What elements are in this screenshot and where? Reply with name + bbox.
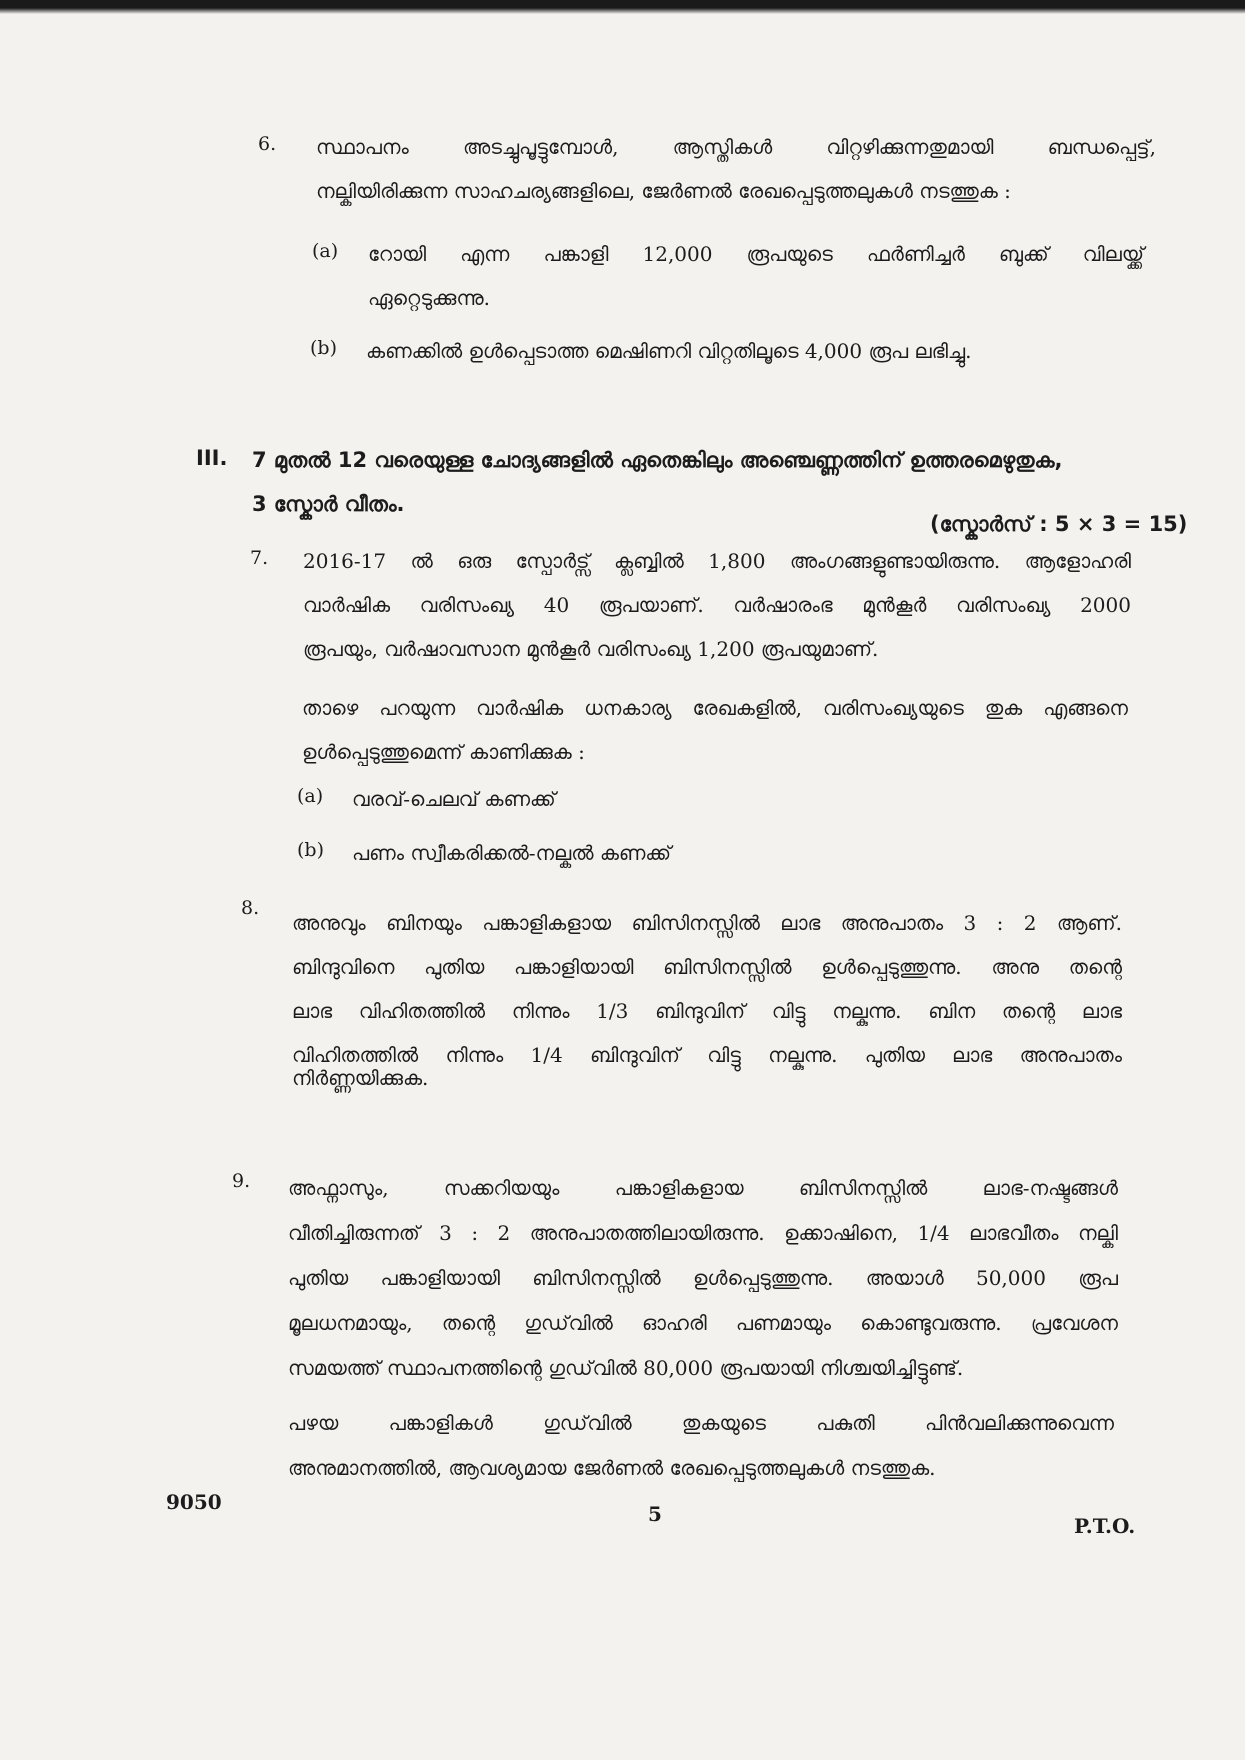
q7-text-line4: താഴെ പറയുന്ന വാർഷിക ധനകാര്യ രേഖകളിൽ, വരിസംഖ്യയുടെ തുക എങ്ങനെ xyxy=(302,696,1128,720)
q7-a-text: വരവ്-ചെലവ് കണക്ക് xyxy=(352,787,556,811)
q6-b-label: (b) xyxy=(310,337,337,359)
q9-text-line7: അനുമാനത്തിൽ, ആവശ്യമായ ജേർണൽ രേഖപ്പെടുത്തലുകൾ നടത്തുക. xyxy=(288,1456,936,1480)
q9-text-line1: അഫ്നാസും, സക്കറിയയും പങ്കാളികളായ ബിസിനസ്സിൽ ലാഭ-നഷ്ടങ്ങൾ xyxy=(288,1176,1118,1200)
q9-text-line2: വീതിച്ചിരുന്നത് 3 : 2 അനുപാതത്തിലായിരുന്നു. ഉക്കാഷിനെ, 1/4 ലാഭവീതം നല്കി xyxy=(288,1221,1118,1245)
q6-b-line1: കണക്കിൽ ഉൾപ്പെടാത്ത മെഷിണറി വിറ്റതിലൂടെ 4,000 രൂപ ലഭിച്ചു. xyxy=(366,339,972,363)
q9-text-line3: പുതിയ പങ്കാളിയായി ബിസിനസ്സിൽ ഉൾപ്പെടുത്തുന്നു. അയാൾ 50,000 രൂപ xyxy=(288,1266,1118,1290)
q6-a-label: (a) xyxy=(312,240,339,262)
q9-number: 9. xyxy=(232,1170,251,1192)
q7-text-line5: ഉൾപ്പെടുത്തുമെന്ന് കാണിക്കുക : xyxy=(302,740,585,764)
section-3-instruction-line2: 3 സ്കോർ വീതം. xyxy=(252,492,405,516)
q7-text-line1: 2016-17 ൽ ഒരു സ്പോർട്സ് ക്ലബ്ബിൽ 1,800 അംഗങ്ങളുണ്ടായിരുന്നു. ആളോഹരി xyxy=(303,549,1131,573)
q9-text-line4: മൂലധനമായും, തന്റെ ഗുഡ്‌വിൽ ഓഹരി പണമായും കൊണ്ടുവരുന്നു. പ്രവേശന xyxy=(288,1311,1118,1335)
q8-text-line1: അനുവും ബിനയും പങ്കാളികളായ ബിസിനസ്സിൽ ലാഭ അനുപാതം 3 : 2 ആണ്. xyxy=(292,911,1122,935)
q7-text-line3: രൂപയും, വർഷാവസാന മുൻകൂർ വരിസംഖ്യ 1,200 രൂപയുമാണ്. xyxy=(303,637,879,661)
q7-text-line2: വാർഷിക വരിസംഖ്യ 40 രൂപയാണ്. വർഷാരംഭ മുൻകൂർ വരിസംഖ്യ 2000 xyxy=(303,593,1131,617)
scan-top-edge xyxy=(0,0,1245,14)
section-3-scores: (സ്കോർസ് : 5 × 3 = 15) xyxy=(930,512,1188,536)
q6-a-line2: ഏറ്റെടുക്കുന്നു. xyxy=(368,286,490,310)
q6-text-line1: സ്ഥാപനം അടച്ചുപൂട്ടുമ്പോൾ, ആസ്തികൾ വിറ്റഴിക്കുന്നതുമായി ബന്ധപ്പെട്ട്, xyxy=(316,135,1156,159)
q6-a-line1: റോയി എന്ന പങ്കാളി 12,000 രൂപയുടെ ഫർണിച്ചർ ബുക്ക് വിലയ്ക്ക് xyxy=(368,242,1144,266)
page-number: 5 xyxy=(648,1502,662,1526)
section-3-instruction-line1: 7 മുതൽ 12 വരെയുള്ള ചോദ്യങ്ങളിൽ ഏതെങ്കിലും അഞ്ചെണ്ണത്തിന് ഉത്തരമെഴുതുക, xyxy=(252,448,1063,472)
q6-number: 6. xyxy=(258,133,277,155)
section-3-roman: III. xyxy=(196,446,228,470)
q7-b-text: പണം സ്വീകരിക്കൽ-നല്കൽ കണക്ക് xyxy=(352,841,672,865)
q7-a-label: (a) xyxy=(297,785,324,807)
q7-number: 7. xyxy=(250,547,269,569)
q9-text-line5: സമയത്ത് സ്ഥാപനത്തിന്റെ ഗുഡ്‌വിൽ 80,000 രൂപയായി നിശ്ചയിച്ചിട്ടുണ്ട്. xyxy=(288,1356,964,1380)
q8-text-line4: വിഹിതത്തിൽ നിന്നും 1/4 ബിന്ദുവിന് വിട്ടു നല്കുന്നു. പുതിയ ലാഭ അനുപാതം xyxy=(292,1043,1122,1067)
q8-text-line2: ബിന്ദുവിനെ പുതിയ പങ്കാളിയായി ബിസിനസ്സിൽ ഉൾപ്പെടുത്തുന്നു. അനു തന്റെ xyxy=(292,955,1122,979)
q8-text-line3: ലാഭ വിഹിതത്തിൽ നിന്നും 1/3 ബിന്ദുവിന് വിട്ടു നല്കുന്നു. ബിന തന്റെ ലാഭ xyxy=(292,999,1122,1023)
q6-text-line2: നല്കിയിരിക്കുന്ന സാഹചര്യങ്ങളിലെ, ജേർണൽ രേഖപ്പെടുത്തലുകൾ നടത്തുക : xyxy=(316,179,1011,203)
pto-label: P.T.O. xyxy=(1074,1514,1136,1538)
paper-code: 9050 xyxy=(166,1490,222,1514)
q7-b-label: (b) xyxy=(297,839,324,861)
q9-text-line6: പഴയ പങ്കാളികൾ ഗുഡ്‌വിൽ തുകയുടെ പകുതി പിൻവലിക്കുന്നുവെന്ന xyxy=(288,1411,1114,1435)
q8-text-line5: നിർണ്ണയിക്കുക. xyxy=(292,1066,429,1090)
q8-number: 8. xyxy=(241,897,260,919)
